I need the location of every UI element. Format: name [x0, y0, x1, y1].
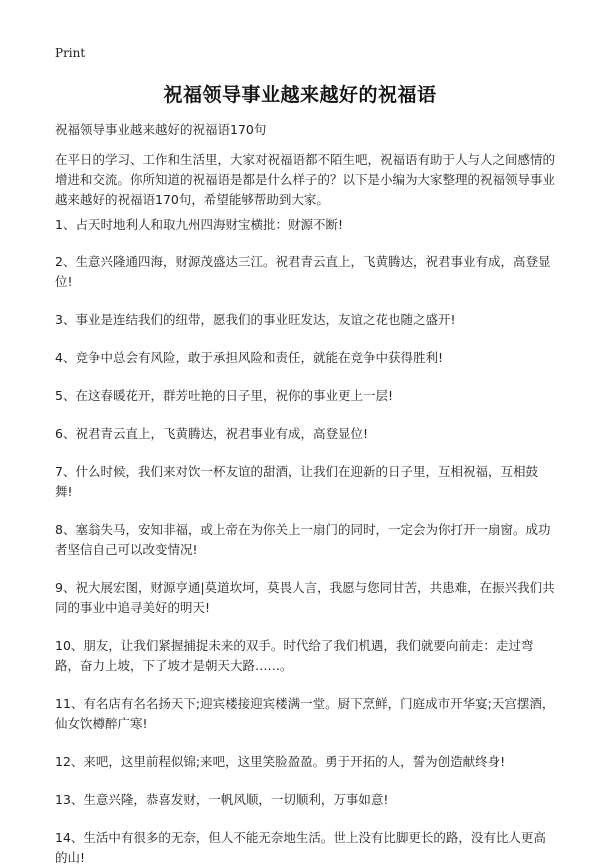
list-item: 1、占天时地利人和取九州四海财宝横批：财源不断!	[55, 217, 343, 232]
list-item: 9、祝大展宏图，财源亨通|莫道坎坷，莫畏人言，我愿与您同甘苦，共患难，在振兴我们共同的事业中追寻美好的明天!	[55, 580, 555, 615]
list-item: 3、事业是连结我们的纽带，愿我们的事业旺发达，友谊之花也随之盛开!	[55, 312, 456, 327]
list-item: 13、生意兴隆，恭喜发财，一帆风顺，一切顺利，万事如意!	[55, 792, 389, 807]
list-item: 5、在这春暖花开，群芳吐艳的日子里，祝你的事业更上一层!	[55, 388, 393, 403]
page-title: 祝福领导事业越来越好的祝福语	[163, 84, 437, 106]
blessing-list	[55, 215, 555, 868]
list-item: 12、来吧，这里前程似锦;来吧，这里笑脸盈盈。勇于开拓的人，誓为创造献终身!	[55, 754, 506, 769]
intro-paragraph: 在平日的学习、工作和生活里，大家对祝福语都不陌生吧，祝福语有助于人与人之间感情的增进和交流。你所知道的祝福语是都是什么样子的？以下是小编为大家整理的祝福领导事业越来越好的祝福语170句，希望能够帮助到大家。	[55, 152, 556, 207]
list-item: 11、有名店有名名扬天下;迎宾楼接迎宾楼满一堂。厨下烹鲜，门庭成市开华宴;天宫摆酒，仙女饮樽醉广寒!	[55, 696, 555, 731]
document-subtitle: 祝福领导事业越来越好的祝福语170句	[55, 122, 267, 137]
list-item: 14、生活中有很多的无奈，但人不能无奈地生活。世上没有比脚更长的路，没有比人更高的山!	[55, 830, 546, 865]
list-item: 10、朋友，让我们紧握捕捉未来的双手。时代给了我们机遇，我们就要向前走：走过弯路，奋力上坡，下了坡才是朝天大路……。	[55, 638, 534, 673]
list-item: 8、塞翁失马，安知非福，或上帝在为你关上一扇门的同时，一定会为你打开一扇窗。成功者坚信自己可以改变情况!	[55, 522, 551, 557]
list-item: 4、竞争中总会有风险，敢于承担风险和责任，就能在竞争中获得胜利!	[55, 350, 443, 365]
list-item: 6、祝君青云直上，飞黄腾达，祝君事业有成，高登显位!	[55, 426, 368, 441]
list-item: 7、什么时候，我们来对饮一杯友谊的甜酒，让我们在迎新的日子里，互相祝福，互相鼓舞!	[55, 464, 538, 499]
print-label: Print	[55, 46, 86, 60]
list-item: 2、生意兴隆通四海，财源茂盛达三江。祝君青云直上，飞黄腾达，祝君事业有成，高登显位!	[55, 254, 551, 289]
